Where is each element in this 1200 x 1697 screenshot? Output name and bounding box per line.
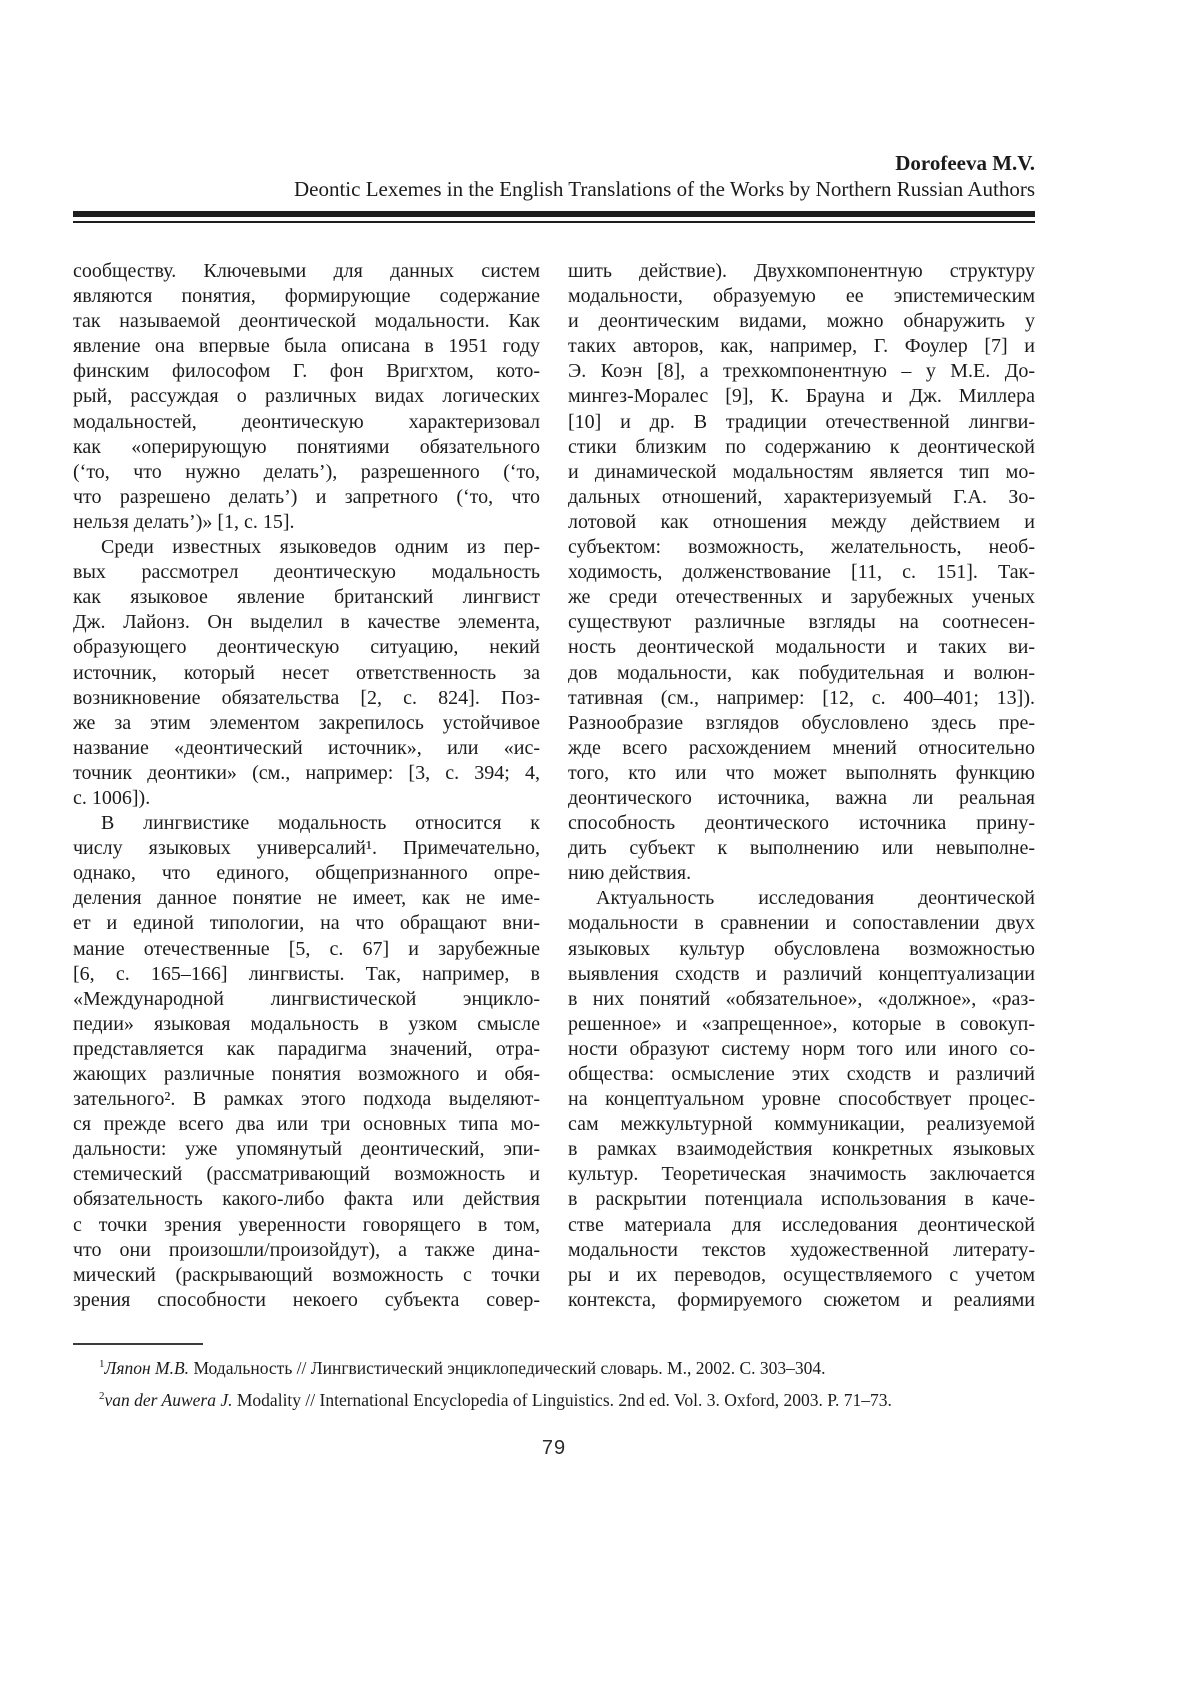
text-line: модальности в сравнении и сопоставлении двух: [568, 912, 1035, 935]
text-line: деления данное понятие не имеет, как не име-: [73, 887, 540, 910]
text-line: зательного². В рамках этого подхода выделяют-: [73, 1088, 540, 1111]
text-line: Актуальность исследования деонтической: [596, 887, 1035, 910]
text-line: языковых культур обусловлена возможностью: [568, 937, 1035, 960]
text-line: шить действие). Двухкомпонентную структуру: [568, 260, 1035, 282]
text-line: дить субъект к выполнению или невыполне-: [568, 837, 1035, 860]
footnote-text: Modality // International Encyclopedia of Linguistics. 2nd ed. Vol. 3. Oxford, 2003. P. 71–73.: [232, 1389, 892, 1410]
text-line: контекста, формируемого сюжетом и реалиями: [568, 1288, 1035, 1311]
text-line: ры и их переводов, осуществляемого с учетом: [568, 1263, 1035, 1286]
left-column: [73, 259, 540, 1313]
text-line: точник деонтики» (см., например: [3, с. 394; 4,: [73, 761, 540, 784]
text-line: мание отечественные [5, с. 67] и зарубежные: [73, 937, 540, 960]
text-line: «Международной лингвистической энцикло-: [73, 987, 540, 1010]
text-line: в раскрытии потенциала использования в каче-: [568, 1188, 1035, 1211]
text-line: как языковое явление британский лингвист: [73, 586, 540, 609]
text-line: с точки зрения уверенности говорящего в том,: [73, 1213, 540, 1236]
text-line: (‘то, что нужно делать’), разрешенного (‘то,: [73, 460, 540, 483]
text-line: модальности текстов художественной литерату-: [568, 1238, 1035, 1261]
text-line: дальных отношений, характеризуемый Г.А. Зо-: [568, 485, 1035, 508]
text-line: ности образуют систему норм того или иного со-: [568, 1037, 1035, 1060]
text-line: лотовой как отношения между действием и: [568, 510, 1035, 533]
footnote-marker: 1: [99, 1358, 105, 1371]
text-line: в рамках взаимодействия конкретных языковых: [568, 1138, 1035, 1161]
text-line: субъектом: возможность, желательность, необ-: [568, 536, 1035, 559]
text-line: числу языковых универсалий¹. Примечательно,: [73, 837, 540, 860]
text-line: ходимость, долженствование [11, с. 151]. Так-: [568, 561, 1035, 584]
text-line: существуют различные взгляды на соотнесен-: [568, 611, 1035, 634]
text-line: на концептуальном уровне способствует процес-: [568, 1088, 1035, 1111]
text-line: решенное» и «запрещенное», которые в совокуп-: [568, 1012, 1035, 1035]
text-line: название «деонтический источник», или «ис-: [73, 736, 540, 759]
text-line: источник, который несет ответственность за: [73, 661, 540, 684]
text-line: и деонтическим видами, можно обнаружить у: [568, 310, 1035, 333]
text-line: стемический (рассматривающий возможность и: [73, 1163, 540, 1186]
text-line: того, кто или что может выполнять функцию: [568, 761, 1035, 784]
text-line: деонтического источника, важна ли реальная: [568, 786, 1035, 809]
text-line: представляется как парадигма значений, отра-: [73, 1037, 540, 1060]
text-line: культур. Теоретическая значимость заключается: [568, 1163, 1035, 1186]
text-line: модальностей, деонтическую характеризовал: [73, 410, 540, 433]
text-line: стики близким по содержанию к деонтической: [568, 435, 1035, 458]
text-line: обязательность какого-либо факта или действия: [73, 1188, 540, 1211]
text-line: педии» языковая модальность в узком смысле: [73, 1012, 540, 1035]
text-line: с. 1006]).: [73, 786, 151, 809]
text-line: и динамической модальностям является тип мо-: [568, 460, 1035, 483]
text-line: стве материала для исследования деонтической: [568, 1213, 1035, 1236]
text-line: как «оперирующую понятиями обязательного: [73, 435, 540, 458]
text-line: возникновение обязательства [2, с. 824]. Поз-: [73, 686, 540, 709]
text-line: мингез-Моралес [9], К. Брауна и Дж. Миллера: [568, 385, 1035, 408]
header-title: Deontic Lexemes in the English Translations of the Works by Northern Russian Authors: [293, 177, 1035, 201]
text-line: жающих различные понятия возможного и обя-: [73, 1063, 540, 1085]
footnote-separator: [73, 1343, 203, 1345]
text-line: общества: осмысление этих сходств и различий: [568, 1063, 1035, 1085]
text-line: ся прежде всего два или три основных типа мо-: [73, 1113, 540, 1136]
text-line: Среди известных языковедов одним из пер-: [101, 536, 540, 559]
footnote: [73, 1389, 1035, 1411]
text-line: способность деонтического источника прину-: [568, 812, 1035, 835]
text-line: тативная (см., например: [12, с. 400–401; 13]).: [568, 686, 1035, 709]
text-line: дов модальности, как побудительная и волюн-: [568, 661, 1035, 684]
text-line: в них понятий «обязательное», «должное», «раз-: [568, 987, 1035, 1010]
text-line: ет и единой типологии, на что обращают вни-: [73, 912, 540, 935]
text-line: же среди отечественных и зарубежных ученых: [568, 586, 1035, 609]
text-line: сам межкультурной коммуникации, реализуемой: [568, 1113, 1035, 1136]
footnote-marker: 2: [99, 1390, 105, 1403]
header-double-rule: [73, 211, 1035, 223]
page-content: [73, 0, 1035, 1460]
text-line: модальности, образуемую ее эпистемическим: [568, 285, 1035, 308]
text-line: зрения способности некоего субъекта совер-: [73, 1288, 540, 1311]
text-line: что они произошли/произойдут), а также дина-: [73, 1238, 540, 1261]
text-line: нию действия.: [568, 862, 692, 885]
text-line: образующего деонтическую ситуацию, некий: [73, 636, 540, 659]
text-line: мический (раскрывающий возможность с точки: [73, 1263, 540, 1286]
text-line: финским философом Г. фон Вригхтом, кото-: [73, 360, 540, 383]
right-column: [568, 259, 1035, 1313]
text-line: нельзя делать’)» [1, с. 15].: [73, 510, 295, 533]
running-head: [73, 150, 1035, 202]
footnote-author: Ляпон М.В.: [104, 1357, 190, 1378]
text-line: вых рассмотрел деонтическую модальность: [73, 561, 540, 584]
header-author: Dorofeeva M.V.: [895, 151, 1035, 175]
text-line: ность деонтической модальности и таких ви-: [568, 636, 1035, 659]
text-line: Разнообразие взглядов обусловлено здесь пре-: [568, 711, 1035, 734]
text-line: дальности: уже упомянутый деонтический, эпи-: [73, 1138, 540, 1161]
text-line: сообществу. Ключевыми для данных систем: [73, 260, 540, 282]
footnote: [73, 1357, 1035, 1379]
footnotes: [73, 1357, 1035, 1411]
text-line: являются понятия, формирующие содержание: [73, 285, 540, 308]
footnote-author: van der Auwera J.: [104, 1389, 233, 1410]
text-line: [6, с. 165–166] лингвисты. Так, например, в: [73, 962, 540, 985]
text-line: Э. Коэн [8], а трехкомпонентную – у М.Е. До-: [568, 360, 1035, 383]
footnote-text: Модальность // Лингвистический энциклопедический словарь. М., 2002. С. 303–304.: [189, 1357, 826, 1378]
body-columns: [73, 259, 1035, 1313]
page-number: 79: [541, 1436, 567, 1459]
text-line: жде всего расхождением мнений относительно: [568, 736, 1035, 759]
text-line: Дж. Лайонз. Он выделил в качестве элемента,: [73, 611, 540, 634]
text-line: же за этим элементом закрепилось устойчивое: [73, 711, 540, 734]
text-line: таких авторов, как, например, Г. Фоулер [7] и: [568, 335, 1035, 358]
text-line: рый, рассуждая о различных видах логических: [73, 385, 540, 408]
text-line: [10] и др. В традиции отечественной лингви-: [568, 410, 1035, 433]
text-line: явление она впервые была описана в 1951 году: [73, 335, 540, 358]
text-line: В лингвистике модальность относится к: [101, 812, 540, 835]
text-line: так называемой деонтической модальности. Как: [73, 310, 540, 333]
text-line: выявления сходств и различий концептуализации: [568, 962, 1035, 985]
text-line: однако, что единого, общепризнанного опре-: [73, 862, 540, 885]
text-line: что разрешено делать’) и запретного (‘то, что: [73, 485, 540, 508]
